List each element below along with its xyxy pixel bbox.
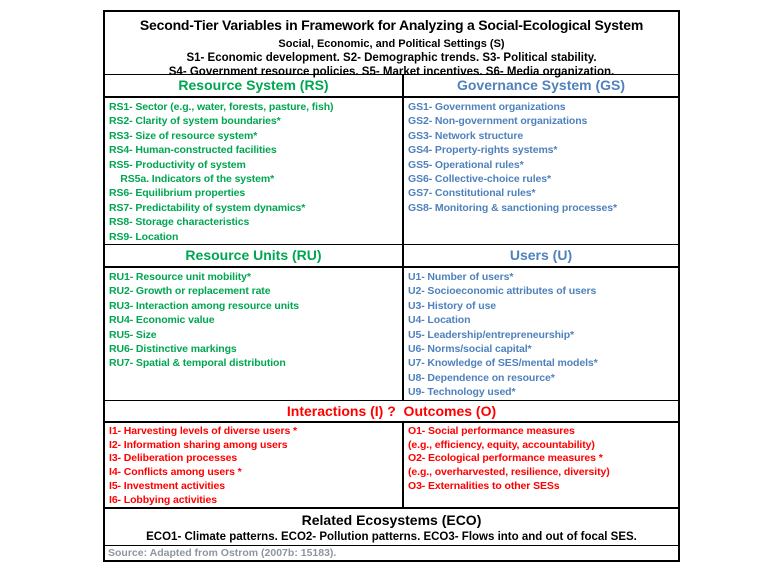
related-ecosystems-cell [105,507,678,545]
interactions-item: I5- Investment activities [109,480,225,493]
resource-system-list [105,98,402,244]
interactions-item: I6- Lobbying activities [109,494,217,507]
users-item: U3- History of use [408,299,497,312]
ru-u-content-row [105,268,678,400]
source-row [105,545,678,561]
users-item: U9- Technology used* [408,386,516,399]
resource-system-item: RS7- Predictability of system dynamics* [109,201,306,214]
users-item: U5- Leadership/entrepreneurship* [408,328,575,341]
resource-units-item: RU1- Resource unit mobility* [109,271,251,283]
resource-units-item: RU7- Spatial & temporal distribution [109,357,286,370]
resource-units-list [105,268,402,400]
settings-line-2: S4- Government resource policies. S5- Market incentives. S6- Media organization. [168,66,615,78]
governance-system-item: GS2- Non-government organizations [408,115,588,128]
related-ecosystems-line: ECO1- Climate patterns. ECO2- Pollution patterns. ECO3- Flows into and out of focal SES. [146,530,637,543]
governance-system-list [402,98,678,244]
governance-system-item: GS5- Operational rules* [408,158,524,171]
governance-system-item: GS8- Monitoring & sanctioning processes* [408,201,617,214]
governance-system-item: GS6- Collective-choice rules* [408,173,551,186]
resource-system-item: RS5- Productivity of system [109,158,246,171]
governance-system-item: GS1- Government organizations [408,101,566,113]
resource-system-item: RS5a. Indicators of the system* [109,173,275,186]
interactions-outcomes-content-row [105,423,678,507]
governance-system-item: GS4- Property-rights systems* [408,144,558,157]
governance-system-item: GS3- Network structure [408,129,524,142]
outcomes-item: (e.g., overharvested, resilience, diversity) [408,466,610,479]
resource-units-item: RU4- Economic value [109,314,215,327]
interactions-item: I4- Conflicts among users * [109,466,242,479]
figure-title: Second-Tier Variables in Framework for Analyzing a Social-Ecological System [139,17,644,33]
resource-system-item: RS8- Storage characteristics [109,216,250,229]
resource-units-header: Resource Units (RU) [185,247,322,263]
governance-system-header: Governance System (GS) [402,75,678,96]
settings-line-1: S1- Economic development. S2- Demographic trends. S3- Political stability. [186,52,597,64]
users-header: Users (U) [402,245,678,266]
users-item: U8- Dependence on resource* [408,371,555,384]
interactions-list [105,423,402,507]
resource-system-item: RS4- Human-constructed facilities [109,144,277,157]
interactions-item: I1- Harvesting levels of diverse users * [109,424,298,437]
source-citation: Source: Adapted from Ostrom (2007b: 15183). [108,546,337,559]
users-item: U2- Socioeconomic attributes of users [408,285,597,298]
users-item: U1- Number of users* [408,271,514,283]
resource-system-item: RS2- Clarity of system boundaries* [109,115,281,128]
resource-units-item: RU5- Size [109,328,157,341]
outcomes-item: O1- Social performance measures [408,424,575,437]
resource-system-item: RS6- Equilibrium properties [109,187,246,200]
users-item: U4- Location [408,314,471,327]
outcomes-item: (e.g., efficiency, equity, accountability) [408,438,595,451]
ru-u-header-row [105,244,678,268]
users-list [402,268,678,400]
resource-system-item: RS1- Sector (e.g., water, forests, pasture, fish) [109,101,334,113]
rs-gs-content-row [105,98,678,244]
resource-system-item: RS9- Location [109,230,179,243]
resource-system-item: RS3- Size of resource system* [109,129,258,142]
outcomes-item: O2- Ecological performance measures * [408,452,603,465]
ses-framework-table [103,10,680,562]
resource-units-item: RU6- Distinctive markings [109,343,237,356]
outcomes-item: O3- Externalities to other SESs [408,480,560,493]
users-item: U7- Knowledge of SES/mental models* [408,357,598,370]
related-ecosystems-header: Related Ecosystems (ECO) [301,511,482,528]
resource-system-header: Resource System (RS) [178,77,329,93]
rs-gs-header-row [105,74,678,98]
title-and-settings-cell [105,12,678,78]
interactions-outcomes-header: Interactions (I) ? Outcomes (O) [105,400,678,423]
interactions-item: I2- Information sharing among users [109,438,288,451]
settings-heading: Social, Economic, and Political Settings (S) [278,38,505,50]
users-item: U6- Norms/social capital* [408,343,532,356]
interactions-item: I3- Deliberation processes [109,452,238,465]
outcomes-list [402,423,678,507]
resource-units-item: RU2- Growth or replacement rate [109,285,271,298]
resource-units-item: RU3- Interaction among resource units [109,299,300,312]
governance-system-item: GS7- Constitutional rules* [408,187,536,200]
